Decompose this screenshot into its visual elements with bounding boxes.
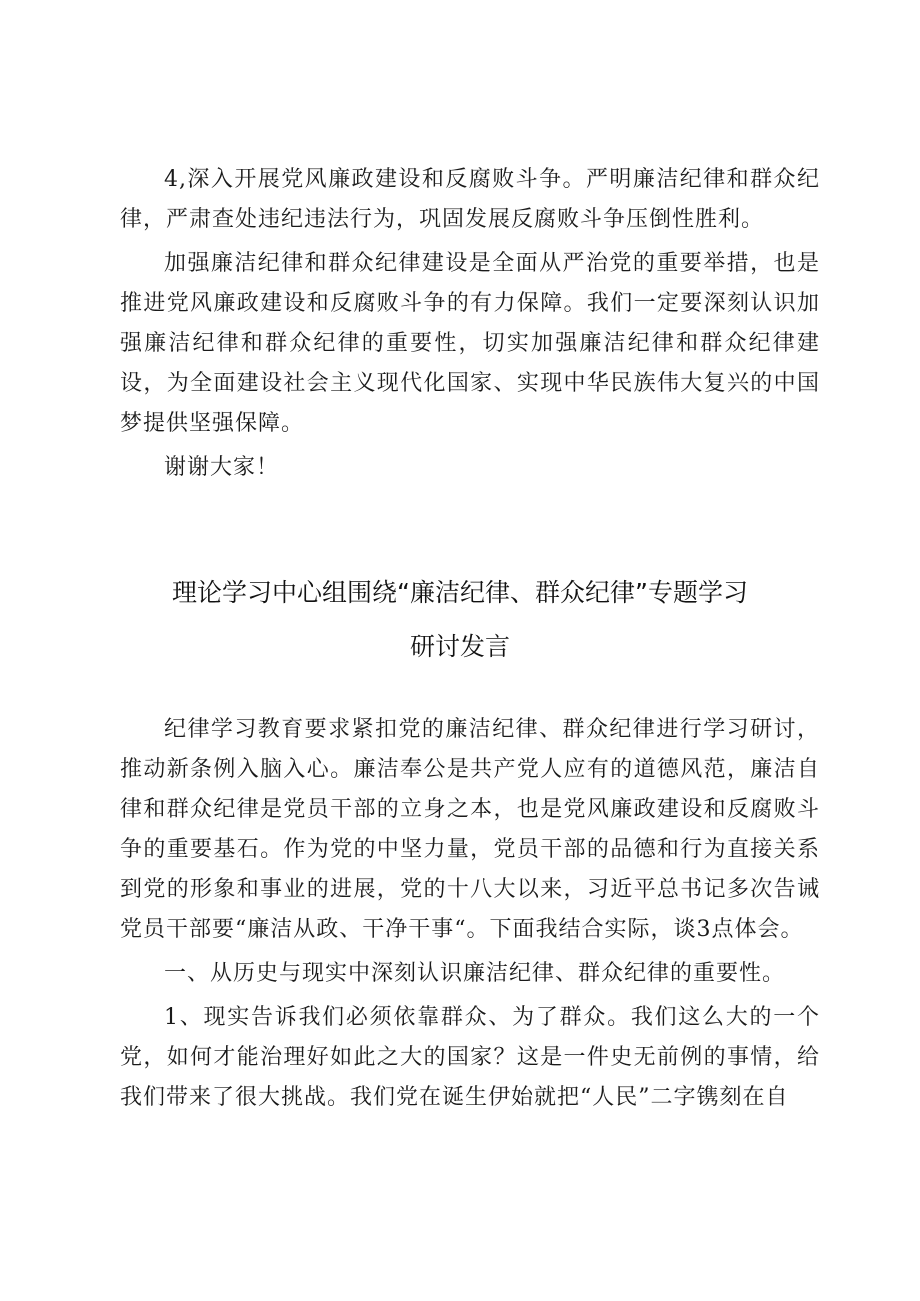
- paragraph-heading-1: 一、从历史与现实中深刻认识廉洁纪律、群众纪律的重要性。: [164, 961, 786, 986]
- section-speech: [120, 710, 820, 1118]
- paragraph-summary: 加强廉洁纪律和群众纪律建设是全面从严治党的重要举措，也是推进党风廉政建设和反腐败斗争的有力保障。我们一定要深刻认识加强廉洁纪律和群众纪律的重要性，切实加强廉洁纪律和群众纪律建设，为全面建设社会主义现代化国家、实现中华民族伟大复兴的中国梦提供坚强保障。: [120, 251, 820, 436]
- paragraph-thanks: 谢谢大家！: [164, 455, 280, 480]
- title-line-2: 研讨发言: [409, 632, 510, 661]
- paragraph-intro: 纪律学习教育要求紧扣党的廉洁纪律、群众纪律进行学习研讨，推动新条例入脑入心。廉洁奉公是共产党人应有的道德风范，廉洁自律和群众纪律是党员干部的立身之本，也是党风廉政建设和反腐败斗争的重要基石。作为党的中坚力量，党员干部的品德和行为直接关系到党的形象和事业的进展，党的十八大以来，习近平总书记多次告诫党员干部要“廉洁从政、干净干事“。下面我结合实际，谈3点体会。: [120, 717, 820, 942]
- document-title: [100, 566, 820, 674]
- paragraph-point-1: 1、现实告诉我们必须依靠群众、为了群众。我们这么大的一个党，如何才能治理好如此之大的国家？这是一件史无前例的事情，给我们带来了很大挑战。我们党在诞生伊始就把“人民”二字镌刻在自: [120, 1005, 820, 1110]
- paragraph-point-4: 4,深入开展党风廉政建设和反腐败斗争。严明廉洁纪律和群众纪律，严肃查处违纪违法行为，巩固发展反腐败斗争压倒性胜利。: [120, 167, 820, 232]
- title-line-1: 理论学习中心组围绕“廉洁纪律、群众纪律”专题学习: [172, 578, 748, 607]
- section-closing: [120, 160, 820, 488]
